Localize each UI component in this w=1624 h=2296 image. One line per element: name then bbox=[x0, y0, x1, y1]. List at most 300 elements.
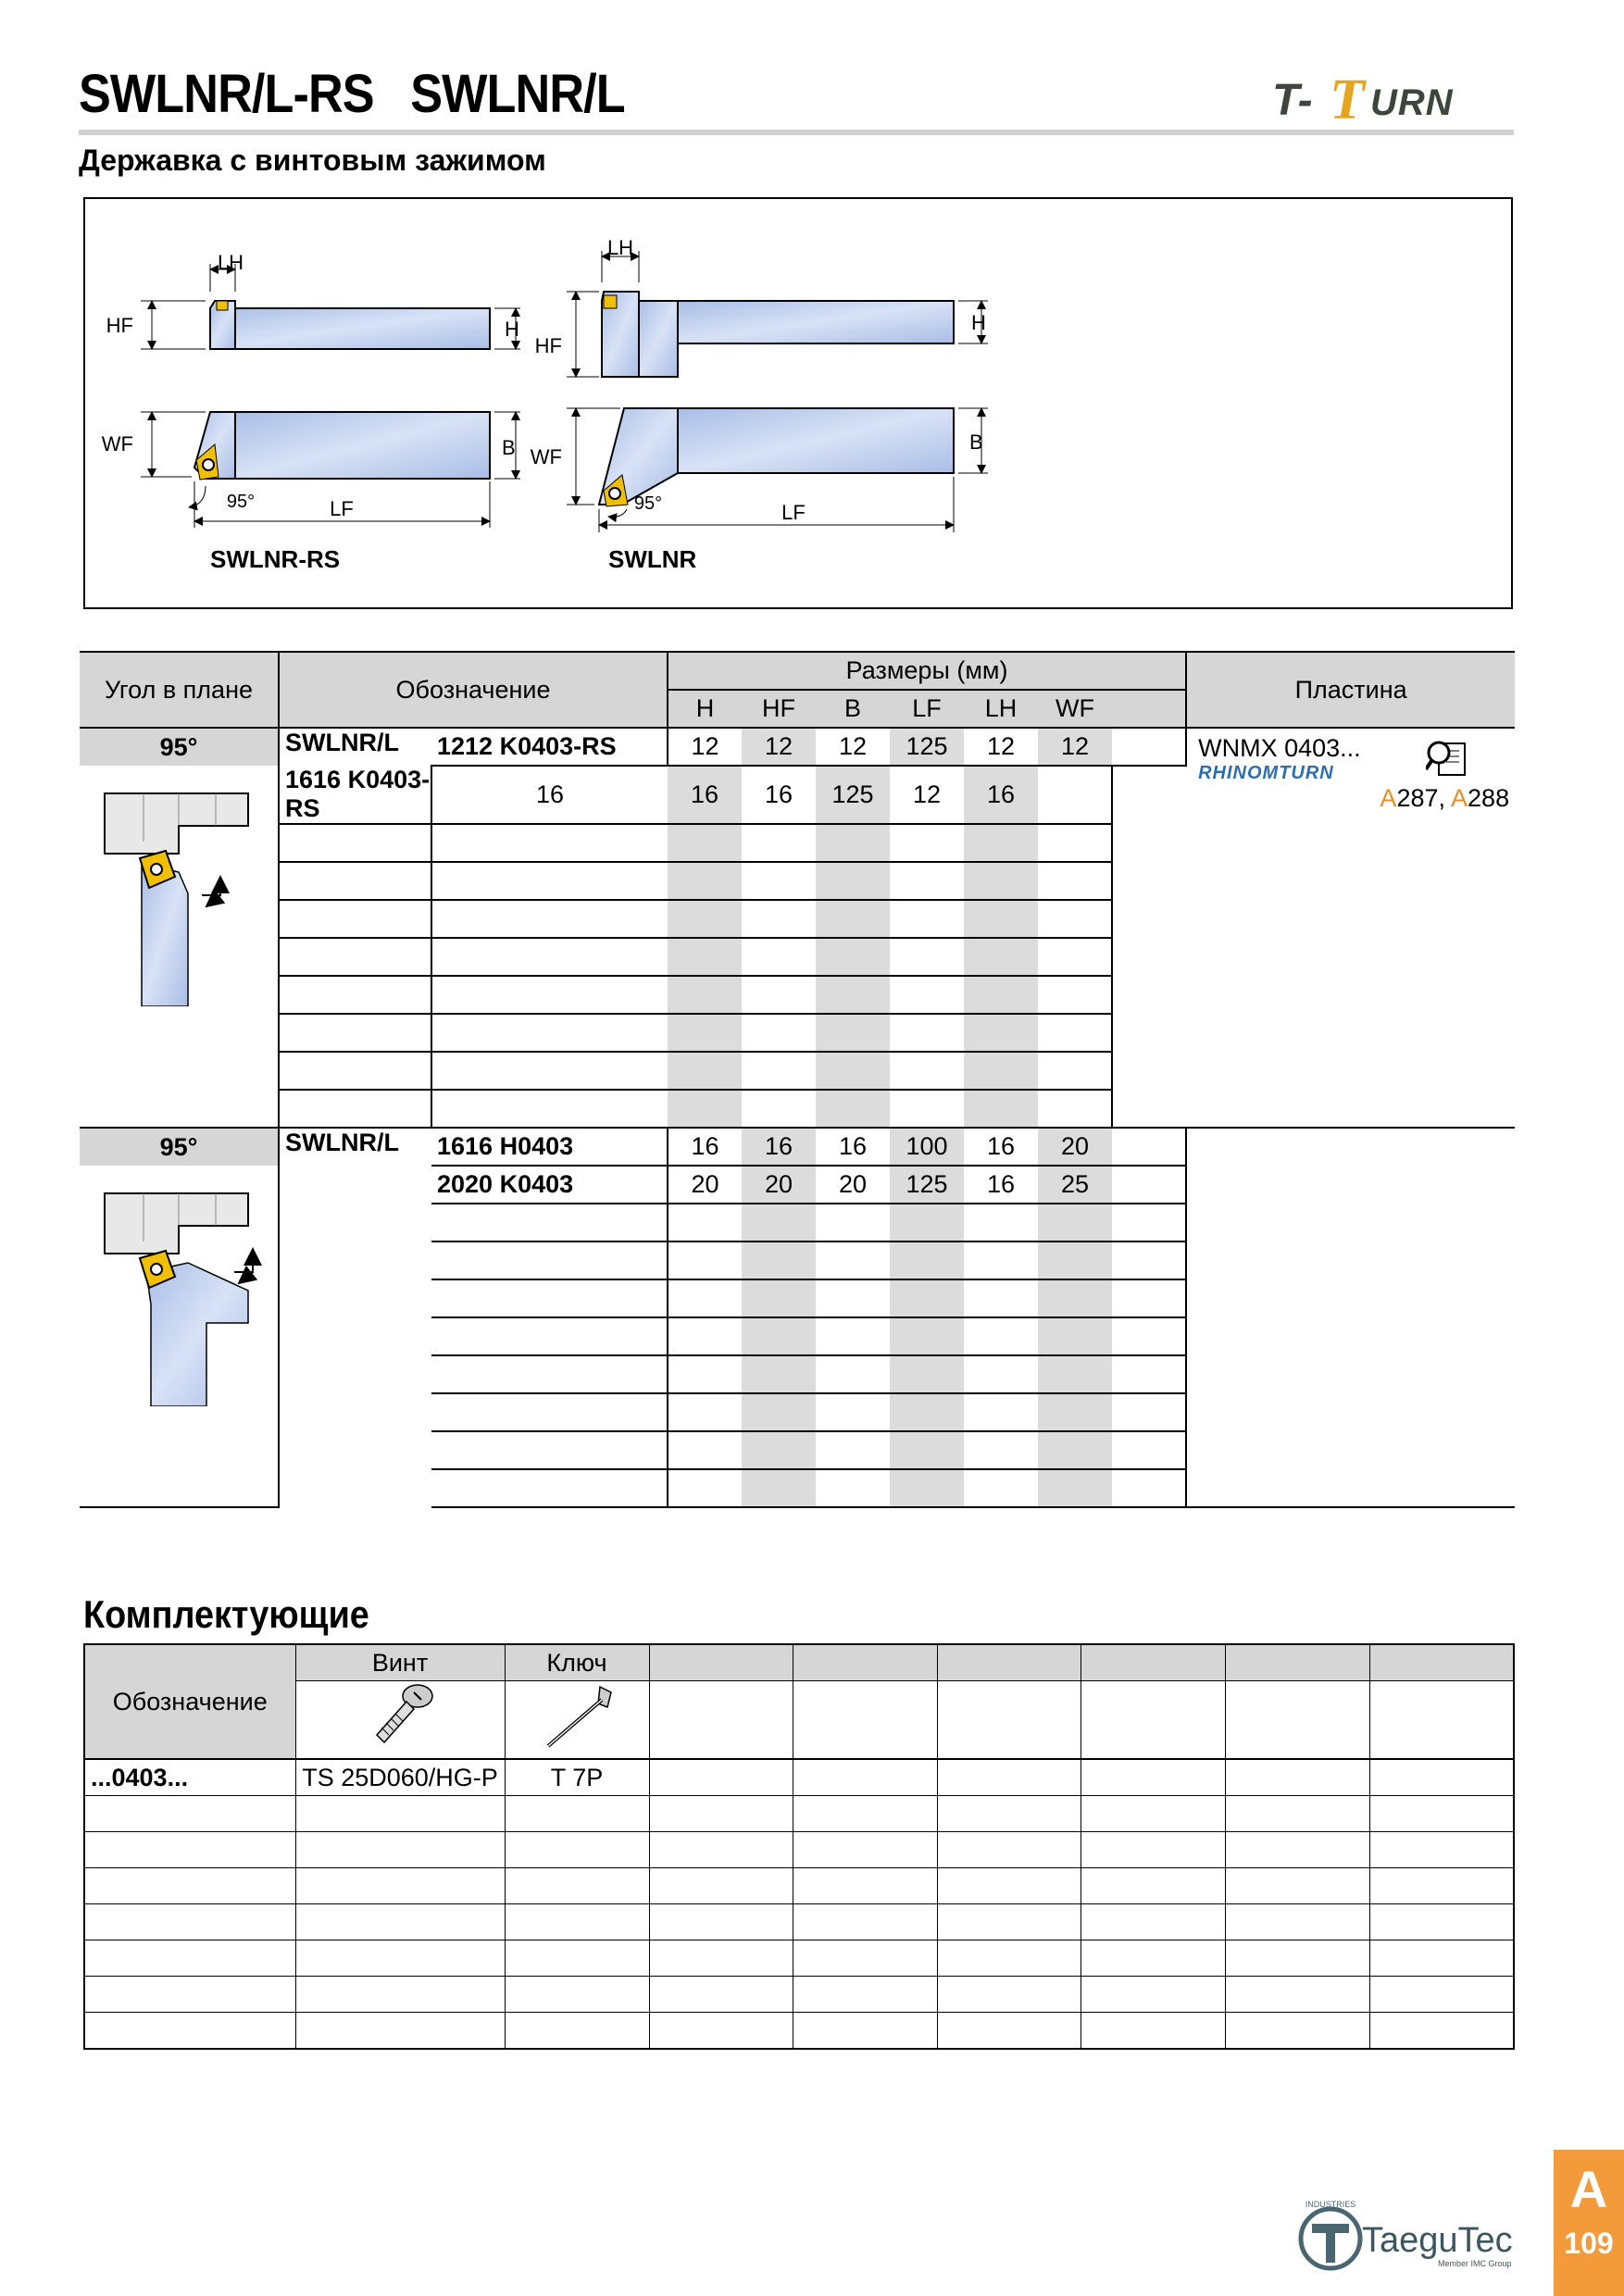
cell-lh: 12 bbox=[964, 728, 1038, 766]
acc-empty bbox=[649, 2013, 793, 2050]
cell-hf: 20 bbox=[742, 1166, 816, 1204]
acc-empty bbox=[649, 1796, 793, 1832]
acc-empty bbox=[295, 1796, 505, 1832]
acc-empty bbox=[295, 1977, 505, 2013]
acc-header-designation: Обозначение bbox=[84, 1644, 295, 1759]
empty-cell bbox=[431, 1052, 668, 1090]
screw-icon-cell bbox=[295, 1681, 505, 1760]
ref2-page: 288 bbox=[1468, 784, 1510, 812]
empty-cell bbox=[890, 1431, 964, 1469]
empty-cell bbox=[964, 1090, 1038, 1128]
right-drawing bbox=[531, 236, 988, 573]
acc-empty bbox=[937, 1759, 1081, 1796]
left-wf-label: WF bbox=[101, 432, 133, 455]
right-lf-label: LF bbox=[781, 501, 806, 524]
empty-cell bbox=[742, 1355, 816, 1393]
acc-empty bbox=[1081, 1904, 1226, 1940]
insert-name: WNMX 0403... bbox=[1198, 734, 1361, 762]
tool-drawings bbox=[85, 199, 1511, 607]
empty-cell bbox=[816, 1393, 890, 1431]
acc-empty bbox=[1226, 1681, 1370, 1760]
empty-cell bbox=[742, 1469, 816, 1507]
acc-empty bbox=[295, 1832, 505, 1868]
accessories-table bbox=[83, 1643, 1515, 2050]
empty-code bbox=[279, 1090, 431, 1128]
empty-cell bbox=[431, 900, 668, 938]
group2-illustration bbox=[80, 1166, 279, 1507]
acc-empty bbox=[1081, 1759, 1226, 1796]
empty-cell bbox=[964, 976, 1038, 1014]
acc-empty bbox=[649, 1977, 793, 2013]
empty-cell bbox=[890, 862, 964, 900]
acc-empty bbox=[1226, 1759, 1370, 1796]
rhino-turn-logo: RHINOMTURN bbox=[1198, 763, 1334, 783]
empty-cell bbox=[742, 1279, 816, 1317]
right-lh-label: LH bbox=[606, 236, 634, 259]
acc-empty bbox=[1226, 1977, 1370, 2013]
empty-code bbox=[431, 1317, 668, 1355]
empty-cell bbox=[431, 938, 668, 976]
empty-cell bbox=[431, 976, 668, 1014]
empty-cell bbox=[816, 1469, 890, 1507]
page-number: 109 bbox=[1564, 2227, 1614, 2260]
empty-code bbox=[279, 900, 431, 938]
acc-empty bbox=[937, 2013, 1081, 2050]
acc-empty bbox=[1369, 1940, 1514, 1977]
empty-cell bbox=[742, 1090, 816, 1128]
acc-empty bbox=[1081, 1868, 1226, 1904]
acc-empty bbox=[793, 1940, 938, 1977]
acc-empty bbox=[505, 1832, 649, 1868]
empty-cell bbox=[964, 1469, 1038, 1507]
acc-empty bbox=[84, 1832, 295, 1868]
turning-operation-icon bbox=[86, 784, 271, 1006]
empty-cell bbox=[668, 862, 742, 900]
empty-cell bbox=[1112, 1279, 1186, 1317]
acc-empty bbox=[649, 1681, 793, 1760]
cell-blank bbox=[1112, 1128, 1186, 1166]
cell-h: 20 bbox=[668, 1166, 742, 1204]
acc-empty bbox=[1081, 1832, 1226, 1868]
empty-cell bbox=[1038, 1317, 1112, 1355]
acc-empty bbox=[793, 1832, 938, 1868]
header-insert: Пластина bbox=[1186, 652, 1515, 728]
empty-code bbox=[279, 938, 431, 976]
cell-lf: 125 bbox=[816, 766, 890, 824]
empty-cell bbox=[668, 1014, 742, 1052]
empty-cell bbox=[668, 1317, 742, 1355]
empty-cell bbox=[742, 976, 816, 1014]
cell-hf: 12 bbox=[742, 728, 816, 766]
t-turn-logo bbox=[1268, 70, 1518, 138]
brand-sub: Member IMC Group bbox=[1438, 2259, 1512, 2268]
acc-header-empty bbox=[1369, 1644, 1514, 1681]
brand-top: INDUSTRIES bbox=[1305, 2200, 1356, 2209]
acc-header-empty bbox=[649, 1644, 793, 1681]
empty-cell bbox=[964, 1014, 1038, 1052]
empty-cell bbox=[890, 1469, 964, 1507]
empty-cell bbox=[668, 1279, 742, 1317]
section-letter: A bbox=[1569, 2160, 1608, 2218]
empty-cell bbox=[1038, 824, 1112, 862]
empty-cell bbox=[668, 1355, 742, 1393]
right-wf-label: WF bbox=[530, 445, 562, 468]
empty-cell bbox=[668, 976, 742, 1014]
header-col-b: B bbox=[816, 690, 890, 728]
table-row-code: 1616 H0403 bbox=[431, 1128, 668, 1166]
empty-cell bbox=[1038, 976, 1112, 1014]
acc-header-empty bbox=[1081, 1644, 1226, 1681]
header-dims: Размеры (мм) bbox=[668, 652, 1186, 690]
empty-cell bbox=[1112, 1431, 1186, 1469]
empty-cell bbox=[1038, 862, 1112, 900]
cell-lh: 12 bbox=[890, 766, 964, 824]
acc-empty bbox=[1369, 1977, 1514, 2013]
empty-code bbox=[431, 1242, 668, 1279]
acc-empty bbox=[937, 1832, 1081, 1868]
left-lf-label: LF bbox=[330, 497, 354, 520]
cell-b: 12 bbox=[816, 728, 890, 766]
acc-empty bbox=[649, 1904, 793, 1940]
acc-empty bbox=[1081, 1977, 1226, 2013]
acc-empty bbox=[84, 1904, 295, 1940]
empty-cell bbox=[1112, 1204, 1186, 1242]
right-angle-label: 95° bbox=[633, 493, 663, 514]
acc-header-empty bbox=[1226, 1644, 1370, 1681]
empty-cell bbox=[431, 1014, 668, 1052]
empty-code bbox=[431, 1204, 668, 1242]
empty-cell bbox=[964, 1204, 1038, 1242]
empty-cell bbox=[742, 1242, 816, 1279]
left-name-label: SWLNR-RS bbox=[210, 545, 341, 573]
empty-cell bbox=[742, 1317, 816, 1355]
empty-cell bbox=[816, 1279, 890, 1317]
empty-cell bbox=[1038, 1393, 1112, 1431]
empty-cell bbox=[964, 900, 1038, 938]
acc-empty bbox=[649, 1940, 793, 1977]
empty-cell bbox=[1112, 1242, 1186, 1279]
acc-empty bbox=[793, 1759, 938, 1796]
cell-h: 16 bbox=[668, 1128, 742, 1166]
acc-empty bbox=[793, 1904, 938, 1940]
empty-cell bbox=[742, 938, 816, 976]
acc-header-empty bbox=[937, 1644, 1081, 1681]
t-turn-logo-graphic bbox=[1268, 70, 1518, 126]
empty-cell bbox=[742, 1204, 816, 1242]
acc-empty bbox=[1369, 1832, 1514, 1868]
acc-empty bbox=[295, 2013, 505, 2050]
empty-cell bbox=[668, 824, 742, 862]
empty-cell bbox=[964, 1279, 1038, 1317]
empty-cell bbox=[964, 1393, 1038, 1431]
acc-empty bbox=[937, 1977, 1081, 2013]
empty-code bbox=[431, 1355, 668, 1393]
empty-cell bbox=[964, 1052, 1038, 1090]
acc-empty bbox=[937, 1796, 1081, 1832]
left-b-label: B bbox=[502, 436, 516, 459]
header-angle: Угол в плане bbox=[80, 652, 279, 728]
acc-empty bbox=[1369, 1759, 1514, 1796]
acc-empty bbox=[793, 1681, 938, 1760]
empty-cell bbox=[964, 1317, 1038, 1355]
empty-cell bbox=[668, 1052, 742, 1090]
acc-empty bbox=[295, 1904, 505, 1940]
cell-lf: 125 bbox=[890, 1166, 964, 1204]
acc-empty bbox=[1081, 1796, 1226, 1832]
cell-h: 16 bbox=[431, 766, 668, 824]
empty-cell bbox=[964, 1242, 1038, 1279]
empty-cell bbox=[668, 1242, 742, 1279]
acc-empty bbox=[505, 1868, 649, 1904]
empty-cell bbox=[431, 1090, 668, 1128]
empty-cell bbox=[1112, 1317, 1186, 1355]
empty-cell bbox=[816, 862, 890, 900]
magnifier-icon bbox=[1426, 738, 1468, 785]
empty-cell bbox=[742, 1052, 816, 1090]
empty-cell bbox=[890, 1242, 964, 1279]
empty-cell bbox=[816, 1242, 890, 1279]
empty-cell bbox=[742, 1431, 816, 1469]
header-col-hf: HF bbox=[742, 690, 816, 728]
empty-cell bbox=[964, 1355, 1038, 1393]
acc-empty bbox=[1226, 1796, 1370, 1832]
acc-empty bbox=[1369, 1796, 1514, 1832]
acc-empty bbox=[84, 1868, 295, 1904]
empty-cell bbox=[816, 976, 890, 1014]
empty-code bbox=[431, 1469, 668, 1507]
cell-hf: 16 bbox=[742, 1128, 816, 1166]
acc-row-designation: ...0403... bbox=[84, 1759, 295, 1796]
acc-empty bbox=[1081, 2013, 1226, 2050]
ref1-section: A bbox=[1380, 784, 1397, 812]
key-icon bbox=[535, 1681, 618, 1752]
empty-cell bbox=[742, 824, 816, 862]
acc-empty bbox=[84, 2013, 295, 2050]
right-b-label: B bbox=[969, 430, 983, 454]
empty-cell bbox=[668, 1469, 742, 1507]
empty-cell bbox=[890, 1052, 964, 1090]
empty-cell bbox=[890, 1355, 964, 1393]
page-title bbox=[79, 63, 661, 125]
empty-cell bbox=[964, 1431, 1038, 1469]
acc-empty bbox=[1081, 1940, 1226, 1977]
empty-cell bbox=[890, 938, 964, 976]
acc-empty bbox=[1081, 1681, 1226, 1760]
left-angle-label: 95° bbox=[226, 492, 256, 512]
empty-cell bbox=[890, 900, 964, 938]
svg-text:URN: URN bbox=[1370, 82, 1454, 123]
cell-lh: 16 bbox=[964, 1128, 1038, 1166]
empty-cell bbox=[890, 1279, 964, 1317]
acc-empty bbox=[937, 1904, 1081, 1940]
acc-empty bbox=[1369, 1904, 1514, 1940]
empty-cell bbox=[1038, 1355, 1112, 1393]
ref2-section: A bbox=[1451, 784, 1468, 812]
acc-empty bbox=[937, 1681, 1081, 1760]
empty-cell bbox=[816, 1090, 890, 1128]
empty-cell bbox=[964, 862, 1038, 900]
empty-cell bbox=[816, 824, 890, 862]
table-row-code: 1616 K0403-RS bbox=[279, 766, 431, 824]
empty-cell bbox=[1038, 1014, 1112, 1052]
header-col-lf: LF bbox=[890, 690, 964, 728]
acc-empty bbox=[505, 1940, 649, 1977]
cell-b: 16 bbox=[742, 766, 816, 824]
right-h-label: H bbox=[971, 311, 986, 334]
acc-empty bbox=[793, 1796, 938, 1832]
acc-empty bbox=[505, 1796, 649, 1832]
empty-cell bbox=[816, 938, 890, 976]
left-hf-label: HF bbox=[106, 314, 133, 337]
acc-empty bbox=[793, 1977, 938, 2013]
acc-empty bbox=[1226, 2013, 1370, 2050]
empty-cell bbox=[816, 900, 890, 938]
empty-cell bbox=[890, 976, 964, 1014]
cell-wf: 20 bbox=[1038, 1128, 1112, 1166]
tool-diagram bbox=[83, 197, 1513, 609]
acc-empty bbox=[505, 2013, 649, 2050]
cell-wf: 16 bbox=[964, 766, 1038, 824]
cell-b: 16 bbox=[816, 1128, 890, 1166]
cell-wf: 12 bbox=[1038, 728, 1112, 766]
dimensions-table bbox=[80, 651, 1515, 1508]
empty-code bbox=[279, 862, 431, 900]
group2-insert bbox=[1186, 1128, 1515, 1507]
acc-empty bbox=[1226, 1832, 1370, 1868]
insert-page-refs bbox=[1187, 784, 1515, 813]
empty-cell bbox=[668, 1431, 742, 1469]
ref-separator: , bbox=[1438, 784, 1452, 812]
empty-cell bbox=[816, 1204, 890, 1242]
empty-cell bbox=[816, 1355, 890, 1393]
page-subtitle: Державка с винтовым зажимом bbox=[79, 144, 546, 177]
empty-cell bbox=[1112, 1355, 1186, 1393]
empty-cell bbox=[816, 1052, 890, 1090]
empty-cell bbox=[668, 938, 742, 976]
screw-icon bbox=[358, 1681, 442, 1752]
title-rs: SWLNR/L-RS bbox=[79, 64, 374, 124]
svg-text:T-: T- bbox=[1272, 76, 1314, 125]
empty-cell bbox=[668, 1204, 742, 1242]
empty-cell bbox=[668, 1090, 742, 1128]
acc-empty bbox=[505, 1904, 649, 1940]
cell-b: 20 bbox=[816, 1166, 890, 1204]
right-name-label: SWLNR bbox=[608, 545, 697, 573]
left-h-label: H bbox=[505, 318, 519, 341]
table-row-code: 2020 K0403 bbox=[431, 1166, 668, 1204]
section-tab bbox=[1554, 2150, 1624, 2296]
empty-cell bbox=[1038, 1431, 1112, 1469]
empty-cell bbox=[816, 1317, 890, 1355]
empty-cell bbox=[890, 1014, 964, 1052]
empty-cell bbox=[890, 1204, 964, 1242]
svg-text:T: T bbox=[1330, 70, 1366, 126]
header-col-wf: WF bbox=[1038, 690, 1112, 728]
acc-empty bbox=[793, 2013, 938, 2050]
acc-empty bbox=[649, 1832, 793, 1868]
empty-cell bbox=[742, 1014, 816, 1052]
cell-blank bbox=[1112, 728, 1186, 766]
empty-cell bbox=[1038, 1242, 1112, 1279]
empty-cell bbox=[890, 824, 964, 862]
empty-cell bbox=[742, 862, 816, 900]
empty-cell bbox=[1038, 1204, 1112, 1242]
empty-cell bbox=[1038, 1279, 1112, 1317]
acc-empty bbox=[505, 1977, 649, 2013]
empty-code bbox=[431, 1431, 668, 1469]
empty-cell bbox=[742, 1393, 816, 1431]
group2-series: SWLNR/L bbox=[279, 1128, 431, 1507]
accessories-title: Комплектующие bbox=[83, 1592, 369, 1636]
acc-empty bbox=[1369, 1868, 1514, 1904]
empty-cell bbox=[1112, 1469, 1186, 1507]
acc-empty bbox=[84, 1977, 295, 2013]
empty-cell bbox=[1038, 1469, 1112, 1507]
title-standard: SWLNR/L bbox=[410, 64, 625, 124]
group2-angle: 95° bbox=[80, 1128, 279, 1166]
acc-empty bbox=[295, 1868, 505, 1904]
empty-cell bbox=[964, 938, 1038, 976]
acc-empty bbox=[1369, 2013, 1514, 2050]
cell-lh: 16 bbox=[964, 1166, 1038, 1204]
cell-hf: 16 bbox=[668, 766, 742, 824]
acc-empty bbox=[1226, 1868, 1370, 1904]
acc-empty bbox=[1369, 1681, 1514, 1760]
table-row-code: 1212 K0403-RS bbox=[431, 728, 668, 766]
acc-empty bbox=[649, 1868, 793, 1904]
cell-h: 12 bbox=[668, 728, 742, 766]
acc-empty bbox=[649, 1759, 793, 1796]
empty-cell bbox=[890, 1393, 964, 1431]
empty-cell bbox=[964, 824, 1038, 862]
empty-cell bbox=[742, 900, 816, 938]
group1-illustration bbox=[80, 766, 279, 1128]
empty-code bbox=[431, 1393, 668, 1431]
empty-cell bbox=[816, 1014, 890, 1052]
facing-operation-icon bbox=[86, 1184, 271, 1406]
empty-cell bbox=[431, 862, 668, 900]
cell-lf: 125 bbox=[890, 728, 964, 766]
group1-series: SWLNR/L bbox=[285, 729, 399, 756]
empty-cell bbox=[431, 824, 668, 862]
cell-wf: 25 bbox=[1038, 1166, 1112, 1204]
empty-cell bbox=[668, 1393, 742, 1431]
empty-cell bbox=[1038, 1052, 1112, 1090]
acc-empty bbox=[295, 1940, 505, 1977]
group1-insert bbox=[1186, 728, 1515, 1128]
empty-code bbox=[279, 1014, 431, 1052]
header-col-h: H bbox=[668, 690, 742, 728]
acc-row-key: T 7P bbox=[505, 1759, 649, 1796]
acc-empty bbox=[937, 1940, 1081, 1977]
empty-code bbox=[279, 824, 431, 862]
empty-cell bbox=[816, 1431, 890, 1469]
empty-cell bbox=[668, 900, 742, 938]
right-hf-label: HF bbox=[534, 334, 562, 357]
header-col-blank bbox=[1112, 690, 1186, 728]
acc-header-empty bbox=[793, 1644, 938, 1681]
left-drawing bbox=[102, 251, 520, 573]
key-icon-cell bbox=[505, 1681, 649, 1760]
empty-code bbox=[431, 1279, 668, 1317]
acc-empty bbox=[937, 1868, 1081, 1904]
empty-cell bbox=[1038, 938, 1112, 976]
acc-header-key: Ключ bbox=[505, 1644, 649, 1681]
acc-empty bbox=[1226, 1904, 1370, 1940]
taegutec-logo bbox=[1292, 2194, 1532, 2282]
empty-code bbox=[279, 1052, 431, 1090]
group1-angle: 95° bbox=[80, 728, 279, 766]
